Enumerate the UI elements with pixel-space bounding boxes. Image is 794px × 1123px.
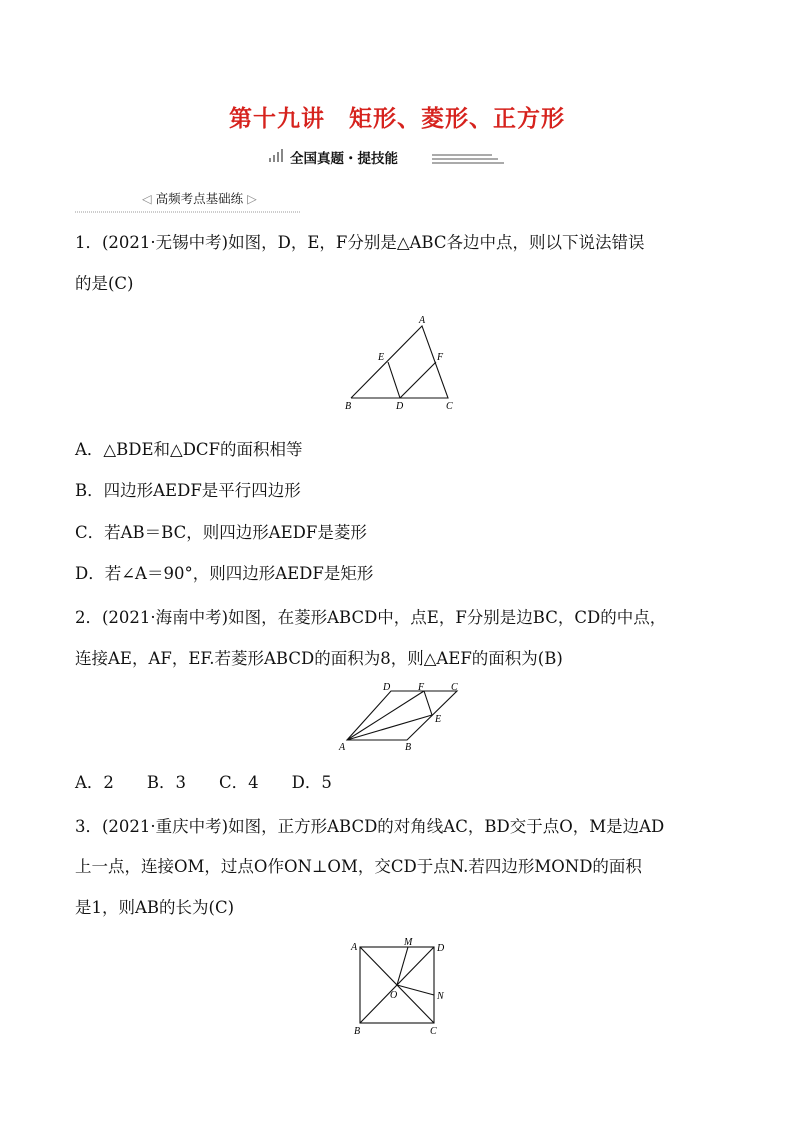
q2-options: A．2 B．3 C．4 D．5 <box>75 773 332 792</box>
q1-option-a: A．△BDE和△DCF的面积相等 <box>75 440 303 459</box>
q1-label-c: C <box>446 401 453 412</box>
q1-triangle-figure <box>340 310 470 415</box>
section-right-arrow-icon: ▷ <box>247 191 257 206</box>
q1-text-line2: 的是(C) <box>75 274 134 293</box>
q3-label-o: O <box>390 990 398 1001</box>
q3-label-c: C <box>430 1026 437 1037</box>
q1-option-c: C．若AB＝BC，则四边形AEDF是菱形 <box>75 523 367 542</box>
q1-label-f: F <box>437 352 444 363</box>
section-left-arrow-icon: ◁ <box>142 191 152 206</box>
q2-label-a: A <box>339 742 346 752</box>
q2-label-d: D <box>383 682 391 693</box>
q1-label-e: E <box>378 352 385 363</box>
q2-label-e: E <box>435 714 442 725</box>
q1-label-b: B <box>345 401 352 412</box>
q2-rhombus-figure <box>335 680 470 752</box>
q1-label-d: D <box>396 401 404 412</box>
subtitle-bar-icon <box>268 147 286 161</box>
q2-label-b: B <box>405 742 412 752</box>
q3-label-m: M <box>404 937 413 948</box>
q3-square-figure <box>340 935 455 1040</box>
q1-option-d: D．若∠A＝90°，则四边形AEDF是矩形 <box>75 564 374 583</box>
q2-label-c: C <box>451 682 458 693</box>
q1-text-line1: 1．(2021·无锡中考)如图，D，E，F分别是△ABC各边中点，则以下说法错误 <box>75 233 645 252</box>
section-title: 高频考点基础练 <box>155 191 244 206</box>
subtitle-lines <box>432 150 504 162</box>
q2-text-line2: 连接AE，AF，EF.若菱形ABCD的面积为8，则△AEF的面积为(B) <box>75 649 563 668</box>
page-subtitle: 全国真题・提技能 <box>290 151 398 167</box>
section-header <box>138 189 261 207</box>
q3-label-d: D <box>437 943 445 954</box>
q1-option-b: B．四边形AEDF是平行四边形 <box>75 481 301 500</box>
q3-label-a: A <box>351 942 358 953</box>
page-title: 第十九讲 矩形、菱形、正方形 <box>229 106 565 132</box>
q3-label-b: B <box>354 1026 361 1037</box>
q3-label-n: N <box>437 991 444 1002</box>
q1-label-a: A <box>419 315 426 326</box>
q3-text-line1: 3．(2021·重庆中考)如图，正方形ABCD的对角线AC，BD交于点O，M是边AD <box>75 817 665 836</box>
q2-label-f: F <box>418 682 425 693</box>
q3-text-line2: 上一点，连接OM，过点O作ON⊥OM，交CD于点N.若四边形MOND的面积 <box>75 857 642 876</box>
q3-text-line3: 是1，则AB的长为(C) <box>75 898 235 917</box>
q2-text-line1: 2．(2021·海南中考)如图，在菱形ABCD中，点E，F分别是边BC，CD的中点， <box>75 608 667 627</box>
